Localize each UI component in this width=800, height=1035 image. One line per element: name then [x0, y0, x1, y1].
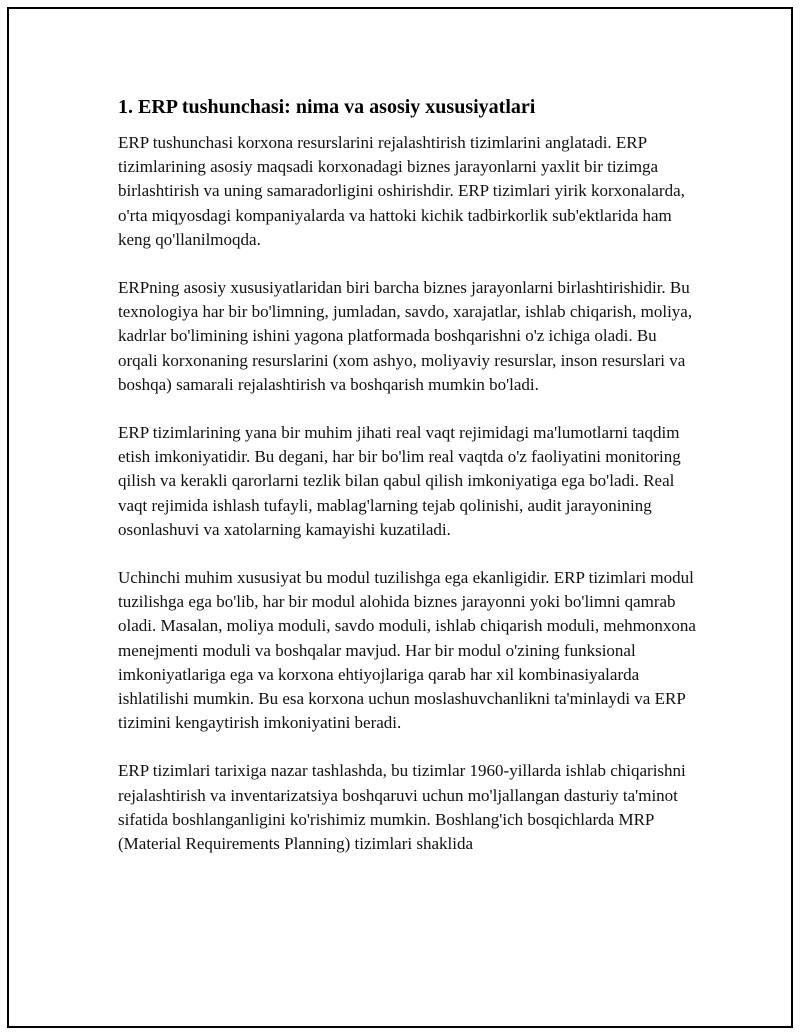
paragraph-3: ERP tizimlarining yana bir muhim jihati real vaqt rejimidagi ma'lumotlarni taqdim etish imkoniyatidir. Bu degani, har bir bo'lim real vaqtda o'z faoliyatini monitoring qilish va kerakli qarorlarni tezlik bilan qabul qilish imkoniyatiga ega bo'ladi. Real vaqt rejimida ishlash tufayli, mablag'larning tejab qolinishi, audit jarayonining osonlashuvi va xatolarning kamayishi kuzatiladi. [118, 423, 681, 539]
paragraph-2: ERPning asosiy xususiyatlaridan biri barcha biznes jarayonlarni birlashtirishidir. Bu texnologiya har bir bo'limning, jumladan, savdo, xarajatlar, ishlab chiqarish, moliya, kadrlar bo'limining ishini yagona platformada boshqarishni o'z ichiga oladi. Bu orqali korxonaning resurslarini (xom ashyo, moliyaviy resurslar, inson resurslari va boshqa) samarali rejalashtirish va boshqarish mumkin bo'ladi. [118, 278, 693, 394]
paragraph-1: ERP tushunchasi korxona resurslarini rejalashtirish tizimlarini anglatadi. ERP tizimlarining asosiy maqsadi korxonadagi biznes jarayonlarni yaxlit bir tizimga birlashtirish va uning samaradorligini oshirishdir. ERP tizimlari yirik korxonalarda, o'rta miqyosdagi kompaniyalarda va hattoki kichik tadbirkorlik sub'ektlarida ham keng qo'llanilmoqda. [118, 133, 685, 249]
section-heading: 1. ERP tushunchasi: nima va asosiy xususiyatlari [118, 96, 536, 118]
document-body [118, 93, 698, 880]
paragraph-4: Uchinchi muhim xususiyat bu modul tuzilishga ega ekanligidir. ERP tizimlari modul tuzilishga ega bo'lib, har bir modul alohida biznes jarayonni yoki bo'limni qamrab oladi. Masalan, moliya moduli, savdo moduli, ishlab chiqarish moduli, mehmonxona menejmenti moduli va boshqalar mavjud. Har bir modul o'zining funksional imkoniyatlariga ega va korxona ehtiyojlariga qarab har xil kombinasiyalarda ishlatilishi mumkin. Bu esa korxona uchun moslashuvchanlikni ta'minlaydi va ERP tizimini kengaytirish imkoniyatini beradi. [118, 568, 696, 733]
paragraph-5: ERP tizimlari tarixiga nazar tashlashda, bu tizimlar 1960-yillarda ishlab chiqarishni rejalashtirish va inventarizatsiya boshqaruvi uchun mo'ljallangan dasturiy ta'minot sifatida boshlanganligini ko'rishimiz mumkin. Boshlang'ich bosqichlarda MRP (Material Requirements Planning) tizimlari shaklida [118, 761, 686, 854]
